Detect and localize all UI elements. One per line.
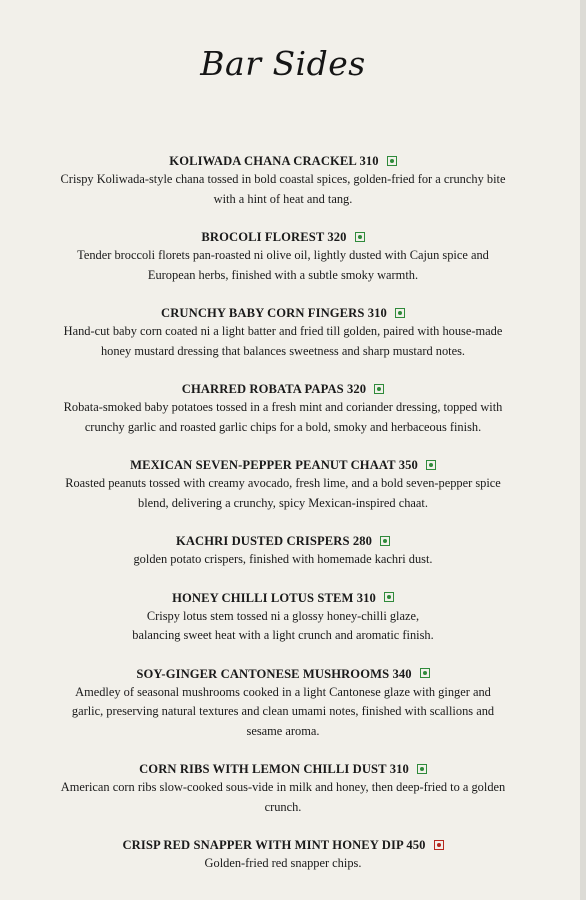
menu-item-price: 340 [392,666,412,681]
menu-item-heading [0,532,566,550]
menu-item [0,456,566,513]
menu-item-description-line: balancing sweet heat with a light crunch and aromatic finish. [132,628,434,642]
menu-item-description-line: Robata-smoked baby potatoes tossed in a fresh mint and coriander dressing, topped with [63,400,503,414]
menu-item-description-line: Tender broccoli florets pan-roasted ni olive oil, lightly dusted with Cajun spice and [77,248,489,262]
menu-item-description-line: Amedley of seasonal mushrooms cooked in a light Cantonese glaze with ginger and [75,684,491,699]
menu-item-description-line: Hand-cut baby corn coated ni a light batter and fried till golden, paired with house-made [63,324,503,338]
veg-mark-icon [374,384,384,394]
menu-item-name: CORN RIBS WITH LEMON CHILLI DUST [139,762,387,776]
menu-item [0,589,566,646]
menu-item-heading [0,836,566,854]
menu-item-description-line: blend, delivering a crunchy, spicy Mexican-inspired chaat. [138,495,428,510]
menu-item-description-line: honey mustard dressing that balances sweetness and sharp mustard notes. [100,343,466,358]
menu-item-heading [0,152,566,170]
menu-item-name: BROCOLI FLOREST [201,230,325,244]
menu-item-price: 310 [389,762,409,776]
menu-item-heading [0,665,566,683]
menu-item-price: 310 [367,306,387,320]
veg-mark-icon [417,764,427,774]
menu-item [0,760,566,817]
menu-item-heading [0,380,566,398]
menu-item [0,665,566,742]
menu-item-name: KACHRI DUSTED CRISPERS [175,534,350,548]
menu-item-price: 310 [356,590,376,605]
menu-item-name: KOLIWADA CHANA CRACKEL [169,154,357,168]
menu-item-name: HONEY CHILLI LOTUS STEM [172,590,354,605]
page-edge [580,0,586,900]
veg-mark-icon [387,156,397,166]
menu-item-name: CRISP RED SNAPPER WITH MINT HONEY DIP [122,838,404,852]
menu-item-price: 280 [352,534,373,548]
menu-item-price: 450 [406,838,426,852]
menu-item-name: CHARRED ROBATA PAPAS [181,382,344,396]
menu-item-heading [0,228,566,246]
menu-item-description-line: golden potato crispers, finished with homemade kachri dust. [133,552,433,566]
menu-item-name: MEXICAN SEVEN-PEPPER PEANUT CHAAT [130,458,396,472]
veg-mark-icon [395,308,405,318]
menu-item-heading [0,589,566,607]
veg-mark-icon [384,592,394,602]
veg-mark-icon [426,460,436,470]
menu-item [0,304,566,361]
menu-item-price: 320 [327,230,347,244]
menu-item-description-line: crunchy garlic and roasted garlic chips for a bold, smoky and herbaceous finish. [84,419,482,434]
menu-item-price: 310 [359,154,379,168]
menu-item [0,380,566,437]
menu-list [0,152,566,893]
menu-item [0,228,566,285]
menu-item-description-line: Crispy lotus stem tossed ni a glossy honey-chilli glaze, [146,608,420,623]
menu-item-description-line: garlic, preserving natural textures and clean umami notes, finished with scallions and [71,704,495,718]
menu-item-price: 350 [398,458,418,472]
menu-item-heading [0,760,566,778]
menu-item-heading [0,304,566,322]
menu-title: Bar Sides [200,44,366,83]
menu-item-description-line: Golden-fried red snapper chips. [204,856,362,870]
non-veg-mark-icon [434,840,444,850]
menu-item-description-line: Roasted peanuts tossed with creamy avocado, fresh lime, and a bold seven-pepper spice [65,476,501,490]
menu-item-description-line: sesame aroma. [246,723,320,738]
menu-item [0,836,566,874]
veg-mark-icon [420,668,430,678]
menu-item [0,152,566,209]
menu-item-price: 320 [347,382,367,396]
menu-item-name: SOY-GINGER CANTONESE MUSHROOMS [136,666,390,681]
menu-item-description-line: crunch. [264,799,302,814]
menu-item-description-line: Crispy Koliwada-style chana tossed in bold coastal spices, golden-fried for a crunchy bite [60,172,506,186]
menu-item [0,532,566,570]
veg-mark-icon [380,536,390,546]
menu-item-name: CRUNCHY BABY CORN FINGERS [161,306,365,320]
menu-item-description-line: American corn ribs slow-cooked sous-vide in milk and honey, then deep-fried to a golden [60,780,506,794]
veg-mark-icon [355,232,365,242]
menu-item-description-line: European herbs, finished with a subtle smoky warmth. [147,267,419,282]
menu-item-description-line: with a hint of heat and tang. [213,191,353,206]
menu-item-heading [0,456,566,474]
